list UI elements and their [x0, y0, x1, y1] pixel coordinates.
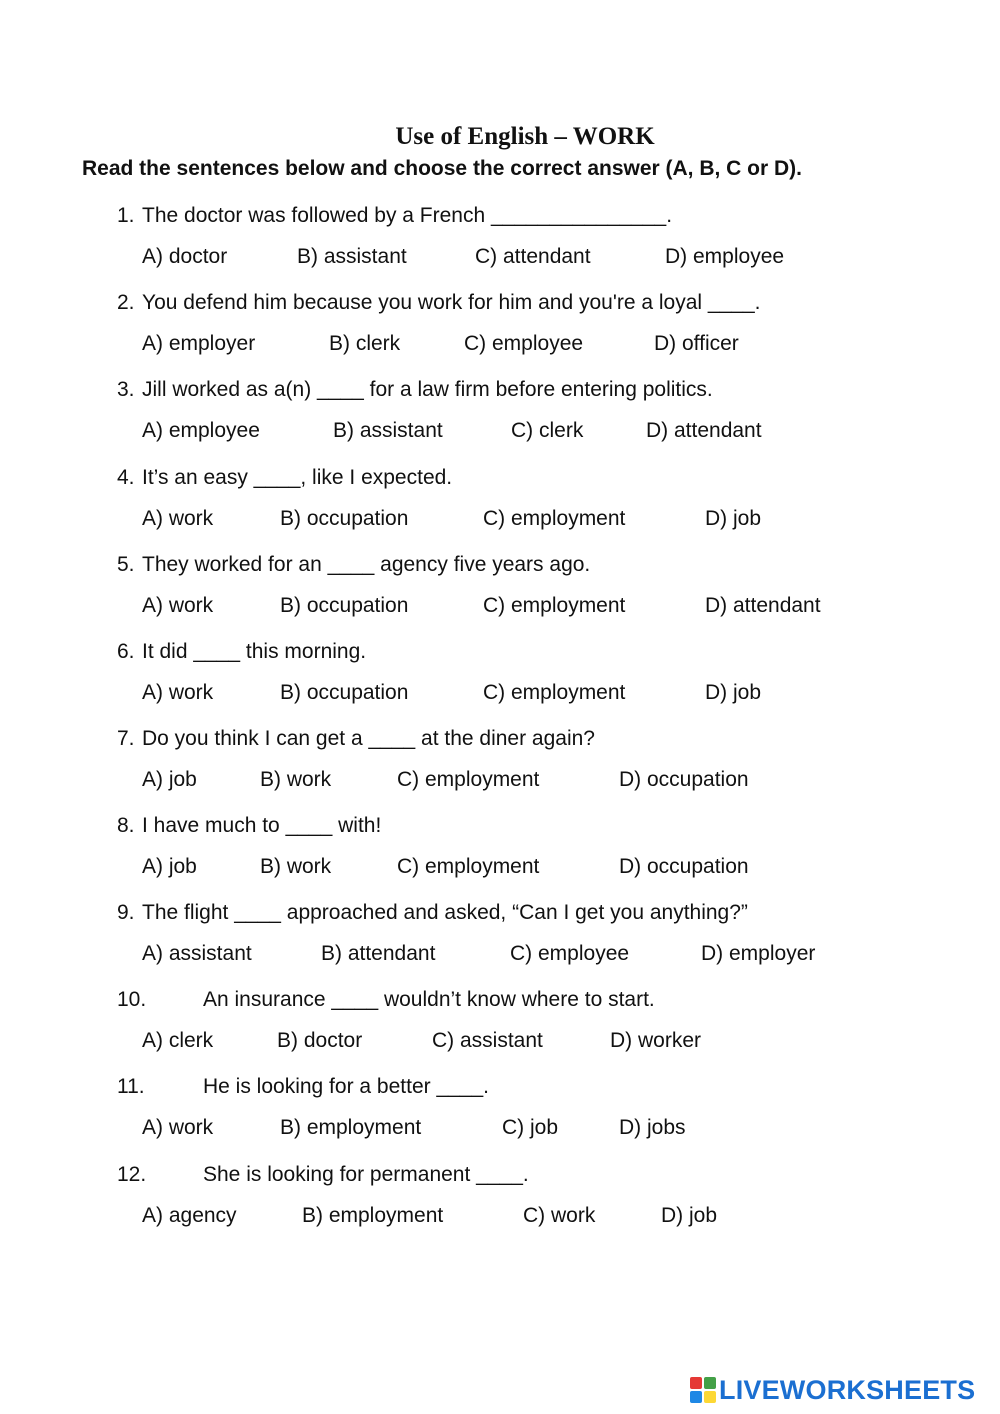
question-text: They worked for an ____ agency five years ago.	[142, 553, 591, 576]
option-d[interactable]: D) jobs	[619, 1116, 686, 1139]
question-number: 4.	[117, 466, 135, 489]
question	[0, 1163, 1000, 1243]
option-b[interactable]: B) work	[260, 768, 332, 791]
option-a[interactable]: A) work	[142, 1116, 214, 1139]
option-c[interactable]: C) employee	[464, 332, 584, 355]
worksheet-title: Use of English – WORK	[395, 123, 655, 150]
option-d[interactable]: D) officer	[654, 332, 739, 355]
logo-square-yellow	[704, 1391, 716, 1403]
question-number: 6.	[117, 640, 135, 663]
logo-text: LIVEWORKSHEETS	[719, 1374, 976, 1405]
option-a[interactable]: A) work	[142, 594, 214, 617]
option-c[interactable]: C) clerk	[511, 419, 584, 442]
question-text: The doctor was followed by a French _______________.	[142, 204, 673, 227]
option-c[interactable]: C) work	[523, 1204, 596, 1227]
question-text: She is looking for permanent ____.	[203, 1163, 529, 1186]
option-b[interactable]: B) work	[260, 855, 332, 878]
question-number: 1.	[117, 204, 135, 227]
question-text: Do you think I can get a ____ at the diner again?	[142, 727, 595, 750]
question-text: Jill worked as a(n) ____ for a law firm before entering politics.	[142, 378, 713, 401]
question-text: I have much to ____ with!	[142, 814, 382, 837]
question-text: He is looking for a better ____.	[203, 1075, 490, 1098]
option-d[interactable]: D) job	[705, 681, 762, 704]
option-d[interactable]: D) attendant	[646, 419, 762, 442]
option-a[interactable]: A) doctor	[142, 245, 228, 268]
logo-square-blue	[690, 1391, 702, 1403]
question-text: You defend him because you work for him and you're a loyal ____.	[142, 291, 761, 314]
option-c[interactable]: C) employment	[397, 768, 540, 791]
option-d[interactable]: D) job	[661, 1204, 718, 1227]
question	[0, 291, 1000, 371]
question-number: 8.	[117, 814, 135, 837]
instructions: Read the sentences below and choose the correct answer (A, B, C or D).	[82, 157, 803, 180]
option-d[interactable]: D) worker	[610, 1029, 702, 1052]
logo-square-red	[690, 1377, 702, 1389]
question	[0, 901, 1000, 981]
option-c[interactable]: C) employment	[483, 507, 626, 530]
question-text: It’s an easy ____, like I expected.	[142, 466, 453, 489]
option-d[interactable]: D) attendant	[705, 594, 821, 617]
option-d[interactable]: D) occupation	[619, 768, 749, 791]
option-a[interactable]: A) job	[142, 855, 197, 878]
option-c[interactable]: C) employment	[397, 855, 540, 878]
option-c[interactable]: C) employment	[483, 681, 626, 704]
option-b[interactable]: B) occupation	[280, 681, 409, 704]
option-d[interactable]: D) employee	[665, 245, 785, 268]
question	[0, 204, 1000, 284]
option-b[interactable]: B) assistant	[333, 419, 443, 442]
option-b[interactable]: B) doctor	[277, 1029, 363, 1052]
option-b[interactable]: B) employment	[302, 1204, 444, 1227]
option-a[interactable]: A) work	[142, 507, 214, 530]
option-a[interactable]: A) job	[142, 768, 197, 791]
option-c[interactable]: C) attendant	[475, 245, 591, 268]
logo-square-green	[704, 1377, 716, 1389]
question-text: The flight ____ approached and asked, “Can I get you anything?”	[142, 901, 748, 924]
option-b[interactable]: B) clerk	[329, 332, 401, 355]
option-c[interactable]: C) job	[502, 1116, 559, 1139]
question-number: 11.	[117, 1075, 145, 1098]
question	[0, 378, 1000, 458]
question	[0, 1075, 1000, 1155]
option-a[interactable]: A) employee	[142, 419, 260, 442]
question-text: It did ____ this morning.	[142, 640, 367, 663]
question-number: 5.	[117, 553, 135, 576]
liveworksheets-logo-icon	[690, 1377, 716, 1403]
question	[0, 988, 1000, 1068]
question	[0, 466, 1000, 546]
liveworksheets-logo[interactable]	[690, 1374, 975, 1406]
question-number: 12.	[117, 1163, 147, 1186]
option-d[interactable]: D) job	[705, 507, 762, 530]
question	[0, 640, 1000, 720]
question-number: 7.	[117, 727, 135, 750]
option-b[interactable]: B) attendant	[321, 942, 436, 965]
option-b[interactable]: B) occupation	[280, 594, 409, 617]
option-a[interactable]: A) work	[142, 681, 214, 704]
question-number: 10.	[117, 988, 147, 1011]
question	[0, 814, 1000, 894]
option-c[interactable]: C) employment	[483, 594, 626, 617]
option-d[interactable]: D) occupation	[619, 855, 749, 878]
option-a[interactable]: A) employer	[142, 332, 256, 355]
option-c[interactable]: C) assistant	[432, 1029, 543, 1052]
option-a[interactable]: A) assistant	[142, 942, 252, 965]
question-number: 9.	[117, 901, 135, 924]
question-text: An insurance ____ wouldn’t know where to start.	[203, 988, 655, 1011]
option-b[interactable]: B) occupation	[280, 507, 409, 530]
question-number: 2.	[117, 291, 135, 314]
question	[0, 553, 1000, 633]
question-number: 3.	[117, 378, 135, 401]
question	[0, 727, 1000, 807]
option-b[interactable]: B) employment	[280, 1116, 422, 1139]
option-d[interactable]: D) employer	[701, 942, 816, 965]
option-a[interactable]: A) clerk	[142, 1029, 214, 1052]
option-b[interactable]: B) assistant	[297, 245, 407, 268]
option-a[interactable]: A) agency	[142, 1204, 237, 1227]
option-c[interactable]: C) employee	[510, 942, 630, 965]
